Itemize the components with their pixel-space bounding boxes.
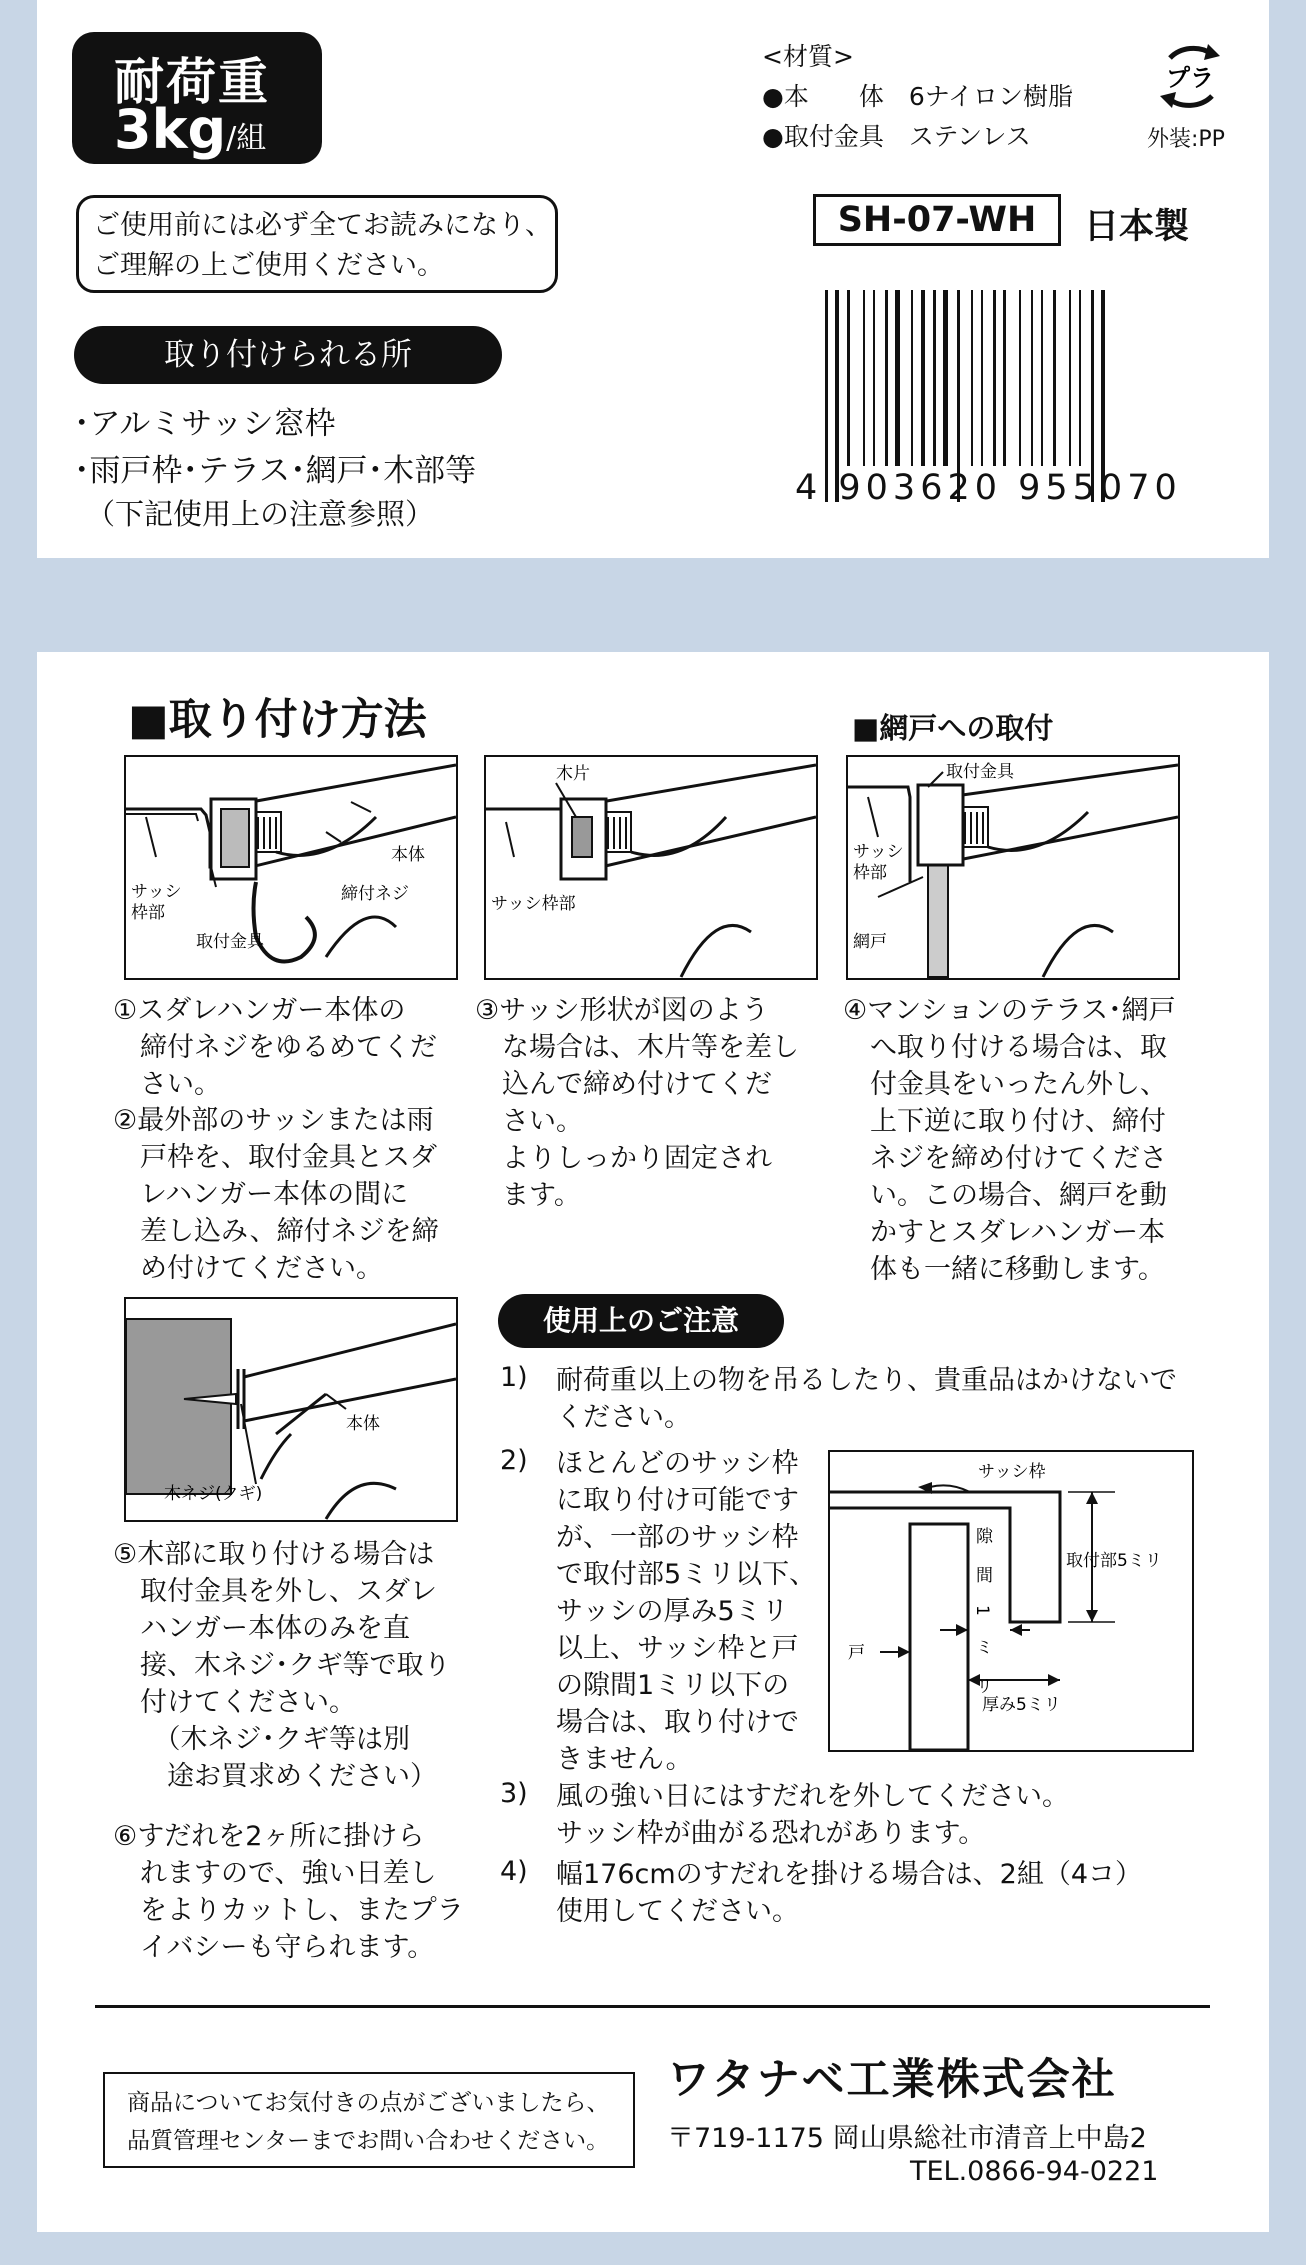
diagram-thickness-label: 厚み5ミリ — [982, 1695, 1061, 1715]
step-6: ⑥すだれを2ヶ所に掛けら れますので、強い日差し をよりカットし、またプラ イバシーも守られます。 — [113, 1821, 464, 1963]
contact-box: 商品についてお気付きの点がございましたら、 品質管理センターまでお問い合わせください。 — [103, 2072, 635, 2168]
figure-screen-door-mount — [846, 755, 1180, 980]
fig2-frame-label: サッシ枠部 — [491, 894, 576, 914]
company-tel: TEL.0866-94-0221 — [910, 2156, 1159, 2187]
model-number: SH-07-WH — [813, 194, 1061, 246]
fig4-screw-label: 木ネジ(クギ) — [164, 1484, 263, 1504]
barcode-bar — [933, 290, 936, 466]
diagram-frame-label: サッシ枠 — [978, 1462, 1046, 1482]
barcode-bar — [981, 290, 983, 466]
fig3-frame-label: サッシ枠部 — [853, 842, 904, 883]
notice-line-1: ご使用前には必ず全てお読みになり、 — [93, 210, 552, 241]
fig1-body-label: 本体 — [391, 845, 425, 865]
fig2-wood-label: 木片 — [556, 764, 590, 784]
barcode-bar — [847, 290, 850, 466]
caution-3: 風の強い日にはすだれを外してください。 サッシ枠が曲がる恐れがあります。 — [556, 1781, 1069, 1849]
step-2: ②最外部のサッシまたは雨 戸枠を、取付金具とスダ レハンガー本体の間に 差し込み、締付ネジを締 め付けてください。 — [113, 1105, 439, 1284]
caution-1: 耐荷重以上の物を吊るしたり、貴重品はかけないで ください。 — [556, 1365, 1177, 1433]
step-4: ④マンションのテラス･網戸 へ取り付ける場合は、取 付金具をいったん外し、 上下逆に取り付け、締付 ネジを締め付けてくださ い。この場合、網戸を動 かすとスダレハンガー本 体も一緒に移動します。 — [843, 995, 1176, 1285]
fig1-frame-label: サッシ枠部 — [131, 882, 182, 923]
place-item-2: ･雨戸枠･テラス･網戸･木部等 — [74, 453, 477, 489]
sash-gap-diagram — [828, 1450, 1194, 1752]
notice-line-2: ご理解の上ご使用ください。 — [93, 250, 444, 281]
materials-heading: <材質> — [762, 42, 854, 71]
caution-1-number: 1) — [500, 1362, 528, 1393]
load-value: 3kg/組 — [114, 98, 267, 161]
figure-wood-mount — [124, 1297, 458, 1522]
place-item-1: ･アルミサッシ窓枠 — [74, 406, 336, 442]
screen-install-heading: ■網戸への取付 — [852, 711, 1054, 745]
load-capacity-badge — [72, 32, 322, 164]
caution-4-number: 4) — [500, 1856, 528, 1887]
fig4-body-label: 本体 — [346, 1414, 380, 1434]
barcode-bar — [895, 290, 900, 466]
footer-divider — [95, 2005, 1210, 2008]
step-1: ①スダレハンガー本体の 締付ネジをゆるめてくだ さい。 — [113, 995, 437, 1100]
fig1-fitting-label: 取付金具 — [196, 932, 264, 952]
material-body: ●本 体 6ナイロン樹脂 — [762, 82, 1073, 111]
barcode-bar — [1041, 290, 1043, 466]
barcode-bar — [1003, 290, 1006, 466]
outer-package: 外装:PP — [1147, 127, 1225, 152]
load-unit: /組 — [226, 121, 267, 156]
diagram-door-label: 戸 — [848, 1643, 865, 1663]
barcode-bar — [1079, 290, 1081, 466]
company-name: ワタナベ工業株式会社 — [667, 2055, 1117, 2105]
material-fitting: ●取付金具 ステンレス — [762, 122, 1031, 151]
barcode-number: 4 903620 955070 — [795, 468, 1182, 508]
fig3-fitting-label: 取付金具 — [946, 762, 1014, 782]
recycle-mark-text: プラ — [1166, 64, 1214, 92]
barcode-bar — [993, 290, 996, 466]
places-heading: 取り付けられる所 — [74, 326, 502, 384]
load-label: 耐荷重 — [114, 53, 270, 111]
diagram-mount-label: 取付部5ミリ — [1066, 1551, 1162, 1571]
origin: 日本製 — [1084, 207, 1190, 247]
read-first-notice — [76, 195, 558, 293]
install-heading: ■取り付け方法 — [128, 695, 427, 745]
caution-4: 幅176cmのすだれを掛ける場合は、2組（4コ） 使用してください。 — [556, 1859, 1143, 1927]
barcode-bar — [1019, 290, 1021, 466]
barcode-bar — [921, 290, 925, 466]
figure-wood-block-mount — [484, 755, 818, 980]
barcode-bar — [863, 290, 865, 466]
figure-sash-mount — [124, 755, 458, 980]
barcode-bar — [1069, 290, 1071, 466]
barcode-bar — [1053, 290, 1056, 466]
step-3: ③サッシ形状が図のよう な場合は、木片等を差し 込んで締め付けてくだ さい。 よりしっかり固定され ます。 — [475, 995, 799, 1211]
caution-3-number: 3) — [500, 1778, 528, 1809]
fig3-screen-label: 網戸 — [853, 932, 887, 952]
place-item-3: （下記使用上の注意参照） — [86, 497, 435, 531]
barcode-bar — [971, 290, 973, 466]
company-address: 〒719-1175 岡山県総社市清音上中島2 — [667, 2123, 1147, 2154]
diagram-gap-label: 隙間 1 ミリ — [972, 1527, 992, 1694]
barcode-bar — [885, 290, 888, 466]
caution-2: ほとんどのサッシ枠 に取り付け可能です が、一部のサッシ枠 で取付部5ミリ以下、 サッシの厚み5ミリ 以上、サッシ枠と戸 の隙間1ミリ以下の 場合は、取り付けで きません。 — [556, 1448, 817, 1775]
step-5: ⑤木部に取り付ける場合は 取付金具を外し、スダレ ハンガー本体のみを直 接、木ネジ･クギ等で取り 付けてください。 （木ネジ･クギ等は別 途お買求めください） — [113, 1539, 451, 1792]
caution-2-number: 2) — [500, 1445, 528, 1476]
barcode-bar — [943, 290, 948, 466]
fig1-screw-label: 締付ネジ — [341, 884, 409, 904]
barcode-bar — [1031, 290, 1033, 466]
barcode-bar — [873, 290, 875, 466]
cautions-heading: 使用上のご注意 — [498, 1294, 784, 1348]
barcode-bar — [911, 290, 913, 466]
recycle-pla-icon — [1150, 36, 1230, 116]
